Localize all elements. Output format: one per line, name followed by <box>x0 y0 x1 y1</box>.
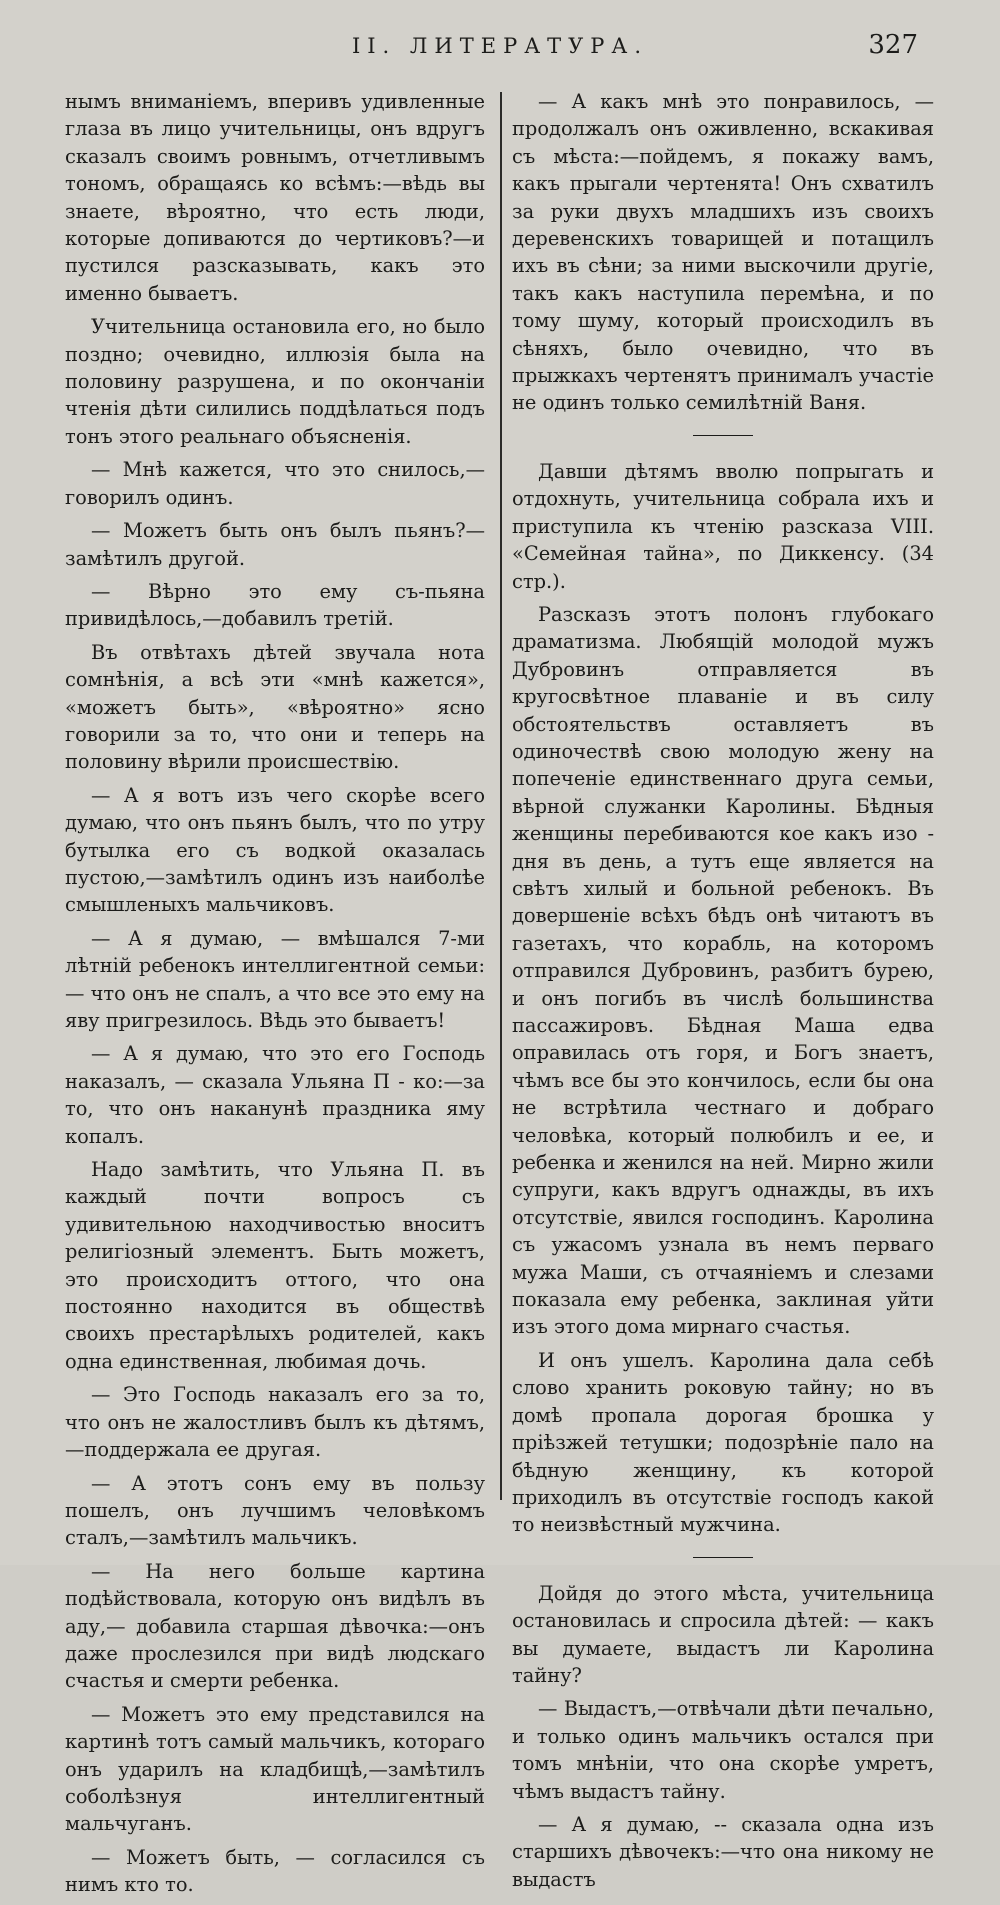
paragraph: — А я думаю, — вмѣшался 7-ми лѣтній ребенокъ интеллигентной семьи: — что онъ не спалъ, а что все это ему на яву пригрезилось. Вѣдь это бываетъ! <box>65 926 485 1032</box>
paragraph: И онъ ушелъ. Каролина дала себѣ слово хранить роковую тайну; но въ домѣ пропала дорогая брошка у пріѣзжей тетушки; подозрѣніе пало на бѣдную женщину, къ которой приходилъ въ отсутствіе господъ какой то неизвѣстный мужчина. <box>512 1348 934 1537</box>
paragraph: — Можетъ быть, — согласился съ нимъ кто то. <box>65 1845 485 1897</box>
paragraph: — А я думаю, что это его Господь наказалъ, — сказала Ульяна П - ко:—за то, что онъ наканунѣ праздника яму копалъ. <box>65 1042 485 1148</box>
paragraph: — Можетъ это ему представился на картинѣ тотъ самый мальчикъ, котораго онъ ударилъ на кладбищѣ,—замѣтилъ соболѣзнуя интеллигентный мальчуганъ. <box>65 1702 485 1836</box>
section-rule <box>693 435 753 436</box>
paragraph: — Вѣрно это ему съ-пьяна привидѣлось,—добавилъ третій. <box>65 579 485 631</box>
page-number: 327 <box>868 30 918 60</box>
page-header <box>0 30 1000 70</box>
paragraph: Надо замѣтить, что Ульяна П. въ каждый почти вопросъ съ удивительною находчивостью вноситъ религіозный элементъ. Быть можетъ, это происходитъ оттого, что она постоянно находится въ обществѣ своихъ престарѣлыхъ родителей, какъ одна единственная, любимая дочь. <box>65 1158 485 1373</box>
paragraph: Дойдя до этого мѣста, учительница остановилась и спросила дѣтей: — какъ вы думаете, выдастъ ли Каролина тайну? <box>512 1581 934 1687</box>
paragraph: — На него больше картина подѣйствовала, которую онъ видѣлъ въ аду,— добавила старшая дѣвочка:—онъ даже прослезился при видѣ людскаго счастья и смерти ребенка. <box>65 1559 485 1693</box>
paragraph: — Это Господь наказалъ его за то, что онъ не жалостливъ былъ къ дѣтямъ,—поддержала ее другая. <box>65 1383 485 1462</box>
paragraph: Разсказъ этотъ полонъ глубокаго драматизма. Любящій молодой мужъ Дубровинъ отправляется въ кругосвѣтное плаваніе и въ силу обстоятельствъ оставляетъ въ одиночествѣ свою молодую жену на попеченіе единственнаго друга семьи, вѣрной служанки Каролины. Бѣдныя женщины перебиваются кое какъ изо - дня въ день, а тутъ еще является на свѣтъ хилый и больной ребенокъ. Въ довершеніе всѣхъ бѣдъ онѣ читаютъ въ газетахъ, что корабль, на которомъ отправился Дубровинъ, разбитъ бурею, и онъ погибъ въ числѣ большинства пассажировъ. Бѣдная Маша едва оправилась отъ горя, и Богъ знаетъ, чѣмъ все бы это кончилось, если бы она не встрѣтила честнаго и добраго человѣка, который полюбилъ и ее, и ребенка и женился на ней. Мирно жили супруги, какъ вдругъ однажды, въ ихъ отсутствіе, явился господинъ. Каролина съ ужасомъ узнала въ немъ перваго мужа Маши, съ отчаяніемъ и слезами показала ему ребенка, заклиная уйти изъ этого дома мирнаго счастья. <box>512 602 934 1339</box>
paragraph: — Можетъ быть онъ былъ пьянъ?—замѣтилъ другой. <box>65 519 485 570</box>
right-column <box>512 88 934 1899</box>
paragraph: — А я думаю, -- сказала одна изъ старшихъ дѣвочекъ:—что она никому не выдастъ <box>512 1812 934 1891</box>
paragraph: — Выдастъ,—отвѣчали дѣти печально, и только одинъ мальчикъ остался при томъ мнѣніи, что она скорѣе умретъ, чѣмъ выдастъ тайну. <box>512 1697 934 1803</box>
paragraph: Въ отвѣтахъ дѣтей звучала нота сомнѣнія, а всѣ эти «мнѣ кажется», «можетъ быть», «вѣроятно» ясно говорили за то, что они и теперь на половину вѣрили происшествію. <box>65 640 485 774</box>
paragraph: — А этотъ сонъ ему въ пользу пошелъ, онъ лучшимъ человѣкомъ сталъ,—замѣтилъ мальчикъ. <box>65 1471 485 1550</box>
paragraph: Давши дѣтямъ вволю попрыгать и отдохнуть, учительница собрала ихъ и приступила къ чтенію разсказа VIII. «Семейная тайна», по Диккенсу. (34 стр.). <box>512 459 934 593</box>
paragraph: — А я вотъ изъ чего скорѣе всего думаю, что онъ пьянъ былъ, что по утру бутылка его съ водкой оказалась пустою,—замѣтилъ одинъ изъ наиболѣе смышленыхъ мальчиковъ. <box>65 783 485 917</box>
paragraph: Учительница остановила его, но было поздно; очевидно, иллюзія была на половину разрушена, и по окончаніи чтенія дѣти силились поддѣлаться подъ тонъ этого реальнаго объясненія. <box>65 315 485 448</box>
left-column <box>65 88 485 1905</box>
paragraph: нымъ вниманіемъ, вперивъ удивленные глаза въ лицо учительницы, онъ вдругъ сказалъ своимъ ровнымъ, отчетливымъ тономъ, обращаясь ко всѣмъ:—вѣдь вы знаете, вѣроятно, что есть люди, которые допиваются до чертиковъ?—и пустился разсказывать, какъ это именно бываетъ. <box>65 90 485 305</box>
column-divider <box>500 92 502 1500</box>
paragraph: — А какъ мнѣ это понравилось, — продолжалъ онъ оживленно, вскакивая съ мѣста:—пойдемъ, я покажу вамъ, какъ прыгали чертенята! Онъ схватилъ за руки двухъ младшихъ изъ своихъ деревенскихъ товарищей и потащилъ ихъ въ сѣни; за ними выскочили другіе, такъ какъ наступила перемѣна, и по тому шуму, который происходилъ въ сѣняхъ, было очевидно, что въ прыжкахъ чертенятъ принималъ участіе не одинъ только семилѣтній Ваня. <box>512 90 934 415</box>
paragraph: — Мнѣ кажется, что это снилось,—говорилъ одинъ. <box>65 458 485 509</box>
section-rule <box>693 1557 753 1558</box>
running-title: II. ЛИТЕРАТУРА. <box>351 34 649 58</box>
